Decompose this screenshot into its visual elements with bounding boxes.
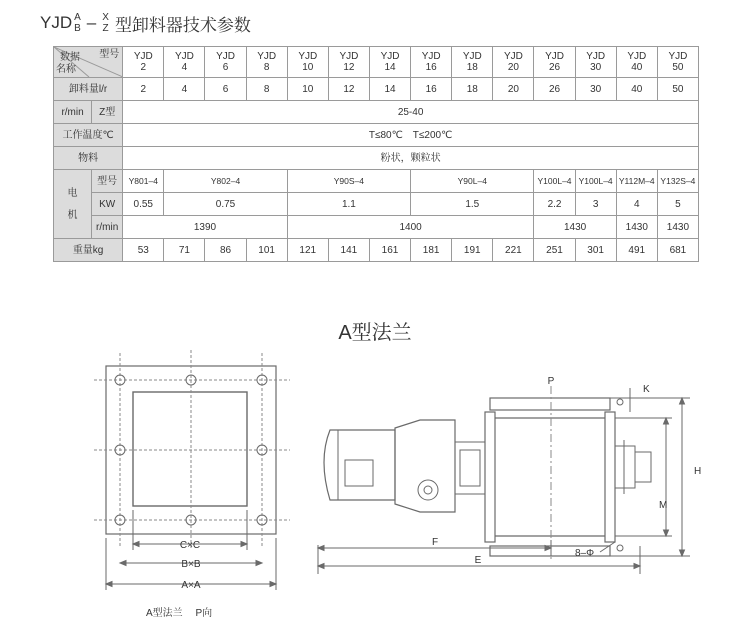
section-title: A型法兰: [338, 322, 412, 344]
title-sub-b: B: [74, 23, 81, 34]
table-cell: 86: [205, 239, 246, 262]
title-sub-z: Z: [102, 23, 109, 34]
table-cell: Y112M–4: [616, 170, 657, 193]
table-cell: Y802–4: [164, 170, 287, 193]
table-cell: 161: [369, 239, 410, 262]
title-suffix: 型卸料器技术参数: [114, 15, 251, 35]
table-cell: 121: [287, 239, 328, 262]
model-header: YJD 2: [123, 47, 164, 78]
corner-name: 名称: [56, 64, 76, 75]
table-cell: 20: [493, 78, 534, 101]
row-label: 型号: [92, 170, 123, 193]
table-cell: 1430: [534, 216, 616, 239]
model-header: YJD 30: [575, 47, 616, 78]
row-label: r/min: [92, 216, 123, 239]
row-label: KW: [92, 193, 123, 216]
table-cell: 1430: [616, 216, 657, 239]
table-cell: Y90S–4: [287, 170, 410, 193]
model-header: YJD 50: [657, 47, 698, 78]
flange-front-view: [94, 350, 290, 590]
title-prefix: YJD: [40, 13, 73, 32]
table-cell: 53: [123, 239, 164, 262]
table-cell: 8: [246, 78, 287, 101]
model-header: YJD 18: [452, 47, 493, 78]
row-label: 卸料量l/r: [54, 78, 123, 101]
table-cell: 40: [616, 78, 657, 101]
table-cell: 0.75: [164, 193, 287, 216]
table-cell: 71: [164, 239, 205, 262]
corner-data: 数据: [60, 52, 80, 63]
model-header: YJD 12: [328, 47, 369, 78]
table-cell: 25-40: [123, 101, 699, 124]
table-cell: 1390: [123, 216, 288, 239]
table-cell: 18: [452, 78, 493, 101]
table-cell: 181: [411, 239, 452, 262]
model-header: YJD 10: [287, 47, 328, 78]
valve-side-view: [318, 386, 690, 574]
table-cell: 30: [575, 78, 616, 101]
table-cell: 10: [287, 78, 328, 101]
dim-e: E: [474, 555, 482, 566]
dim-bolt: 8–Φ: [575, 548, 595, 559]
table-cell: 4: [616, 193, 657, 216]
model-header: YJD 8: [246, 47, 287, 78]
model-header: YJD 4: [164, 47, 205, 78]
table-cell: Y100L–4: [575, 170, 616, 193]
flange-caption: [146, 604, 212, 619]
model-header: YJD 6: [205, 47, 246, 78]
table-cell: 191: [452, 239, 493, 262]
model-header: YJD 14: [369, 47, 410, 78]
model-header: YJD 26: [534, 47, 575, 78]
table-cell: Y90L–4: [411, 170, 534, 193]
table-cell: 1430: [657, 216, 698, 239]
table-cell: 5: [657, 193, 698, 216]
table-cell: Y801–4: [123, 170, 164, 193]
table-cell: 141: [328, 239, 369, 262]
title-dash: –: [86, 13, 97, 32]
table-cell: 681: [657, 239, 698, 262]
table-cell: 221: [493, 239, 534, 262]
model-header: YJD 20: [493, 47, 534, 78]
flange-caption-view: P向: [195, 608, 213, 619]
dim-cxc: C×C: [179, 540, 201, 551]
table-cell: 粉状，颗粒状: [123, 147, 699, 170]
motor-label: 电 机: [54, 170, 92, 239]
model-header: YJD 40: [616, 47, 657, 78]
table-cell: 251: [534, 239, 575, 262]
table-cell: 301: [575, 239, 616, 262]
row-label: 物料: [54, 147, 123, 170]
table-cell: 1.5: [411, 193, 534, 216]
row-label: Z型: [92, 101, 123, 124]
table-cell: 1.1: [287, 193, 410, 216]
table-cell: 26: [534, 78, 575, 101]
dim-axa: A×A: [181, 580, 201, 591]
table-cell: 4: [164, 78, 205, 101]
table-cell: 50: [657, 78, 698, 101]
table-cell: 6: [205, 78, 246, 101]
table-cell: 14: [369, 78, 410, 101]
flange-caption-type: A型法兰: [146, 608, 183, 619]
row-label: r/min: [54, 101, 92, 124]
corner-model: 型号: [99, 49, 120, 60]
table-cell: Y132S–4: [657, 170, 698, 193]
row-label: 重量kg: [54, 239, 123, 262]
title-sup-x: X: [102, 12, 109, 23]
table-cell: 12: [328, 78, 369, 101]
model-header: YJD 16: [411, 47, 452, 78]
dim-bxb: B×B: [181, 559, 201, 570]
table-cell: 491: [616, 239, 657, 262]
table-cell: 1400: [287, 216, 534, 239]
table-cell: 101: [246, 239, 287, 262]
table-cell: Y100L–4: [534, 170, 575, 193]
table-cell: 0.55: [123, 193, 164, 216]
title-sup-a: A: [74, 12, 81, 23]
dim-f: F: [431, 537, 439, 548]
dim-m: M: [659, 500, 668, 511]
motor-junction-box: [345, 460, 373, 486]
row-label: 工作温度℃: [54, 124, 123, 147]
table-cell: T≤80℃ T≤200℃: [123, 124, 699, 147]
dim-p: P: [547, 376, 555, 387]
table-cell: 3: [575, 193, 616, 216]
dim-k: K: [643, 384, 650, 395]
dim-h: H: [694, 466, 702, 477]
table-cell: 2.2: [534, 193, 575, 216]
table-cell: 16: [411, 78, 452, 101]
table-cell: 2: [123, 78, 164, 101]
